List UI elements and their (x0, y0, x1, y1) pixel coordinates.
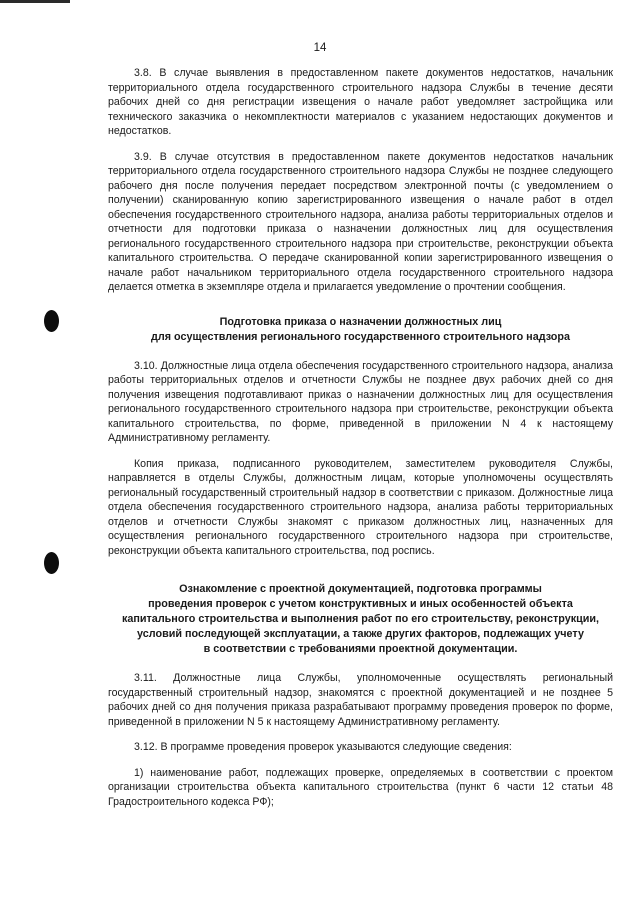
section-heading-order-preparation (108, 315, 613, 345)
list-item: 1) наименование работ, подлежащих проверке, определяемых в соответствии с проектом организации строительства объекта капитального строительства (пункт 6 части 12 статьи 48 Градостроительного кодекса РФ); (108, 766, 613, 808)
heading-line: для осуществления регионального государственного строительного надзора (151, 330, 570, 343)
punch-hole-mark (44, 310, 59, 332)
document-body (108, 66, 613, 819)
heading-line: в соответствии с требованиями проектной документации. (203, 643, 518, 655)
page-number: 14 (313, 42, 327, 54)
heading-line: проведения проверок с учетом конструктивных и иных особенностей объекта (148, 598, 573, 610)
heading-line: Ознакомление с проектной документацией, подготовка программы (179, 583, 542, 595)
paragraph-3-10: 3.10. Должностные лица отдела обеспечения государственного строительного надзора, анализа работы территориальных отделов и отчетности Службы не позднее двух рабочих дней со дня получения извещения подготавливают приказ о назначении должностных лиц для осуществления регионального государственного строительного надзора при строительстве, реконструкции объекта капитального строительства, по форме, приведенной в приложении N 4 к настоящему Административному регламенту. (108, 359, 613, 444)
paragraph-3-11: 3.11. Должностные лица Службы, уполномоченные осуществлять региональный государственный строительный надзор, знакомятся с проектной документацией и не позднее 5 рабочих дней со дня получения приказа разрабатывают программу проведения проверок по форме, приведенной в приложении N 5 к настоящему Административному регламенту. (108, 672, 613, 728)
punch-hole-mark (44, 552, 59, 574)
paragraph-3-8: 3.8. В случае выявления в предоставленном пакете документов недостатков, начальник территориального отдела государственного строительного надзора Службы в течение десяти рабочих дней со дня регистрации извещения о начале работ уведомляет застройщика или технического заказчика о некомплектности материалов с указанием недостающих документов и недостатков. (108, 67, 613, 137)
paragraph-3-12: 3.12. В программе проведения проверок указываются следующие сведения: (134, 741, 512, 753)
heading-line: условий последующей эксплуатации, а также других факторов, подлежащих учету (137, 628, 584, 640)
section-heading-project-review (108, 582, 613, 657)
paragraph-order-copy: Копия приказа, подписанного руководителем, заместителем руководителя Службы, направляется в отделы Службы, должностным лицам, которые уполномочены осуществлять региональный государственный строительный надзор в соответствии с приказом. Должностные лица отдела обеспечения государственного строительного надзора, анализа работы территориальных отделов и отчетности Службы знакомят с приказом должностных лиц, назначенных для осуществления регионального государственного строительного надзора при строительстве, реконструкции объекта капитального строительства, под роспись. (108, 457, 613, 557)
heading-line: капитального строительства и выполнения работ по его строительству, реконструкции, (121, 613, 600, 625)
scan-edge-mark (0, 0, 70, 3)
paragraph-3-9: 3.9. В случае отсутствия в предоставленном пакете документов недостатков начальник территориального отдела государственного строительного надзора Службы не позднее следующего рабочего дня после получения передает посредством электронной почты (с уведомлением о получении) сканированную копию зарегистрированного извещения о начале работ в отдел обеспечения государственного строительного надзора, анализа работы территориальных отделов и отчетности для подготовки приказа о назначении должностных лиц для осуществления регионального государственного строительного надзора при строительстве, реконструкции объекта капитального строительства. О передаче сканированной копии зарегистрированного извещения о начале работ начальником территориального отдела государственного строительного надзора делается отметка в экземпляре отдела и прилагается уведомление о прочтении сообщения. (108, 150, 613, 293)
heading-line: Подготовка приказа о назначении должностных лиц (219, 315, 502, 328)
